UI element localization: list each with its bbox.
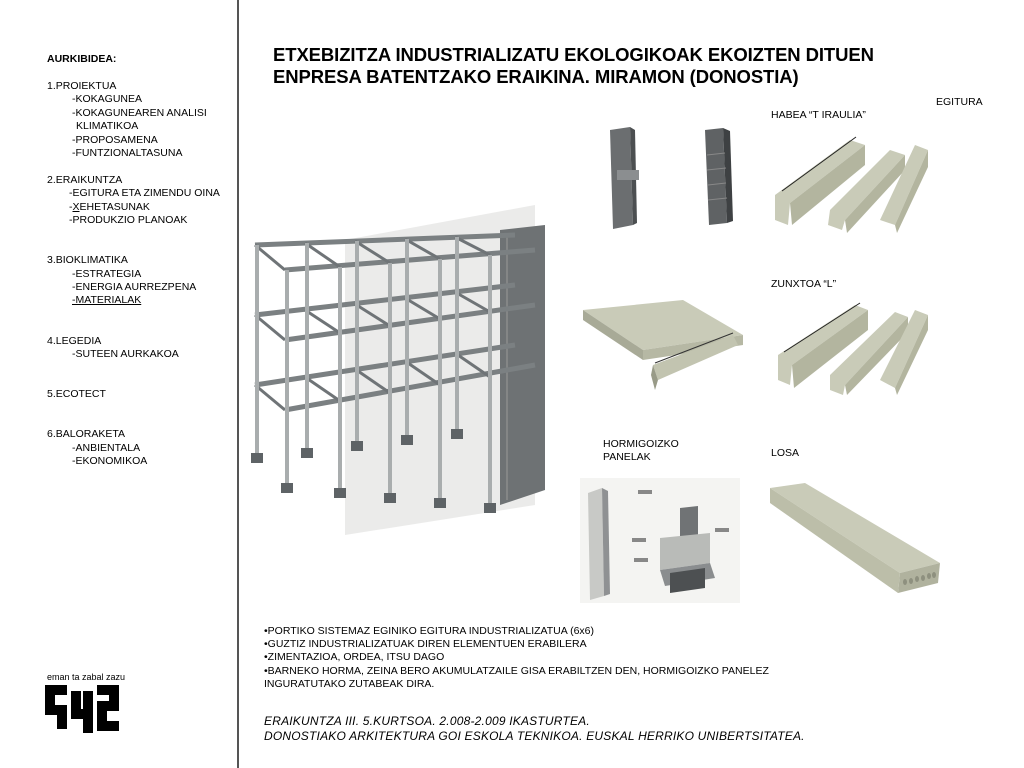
toc-item[interactable]: -KOKAGUNEAREN ANALISI bbox=[72, 106, 207, 119]
column-elements-image bbox=[595, 125, 745, 230]
footer-line-2: DONOSTIAKO ARKITEKTURA GOI ESKOLA TEKNIKOA. EUSKAL HERRIKO UNIBERTSITATEA. bbox=[264, 729, 805, 743]
toc-section-bioklimatika[interactable]: 3.BIOKLIMATIKA bbox=[47, 254, 128, 267]
toc-section-ecotect[interactable]: 5.ECOTECT bbox=[47, 388, 106, 401]
toc-item[interactable]: -ESTRATEGIA bbox=[72, 267, 142, 280]
toc-section-eraikuntza[interactable]: 2.ERAIKUNTZA bbox=[47, 173, 123, 186]
logo-motto: eman ta zabal zazu bbox=[47, 672, 126, 682]
toc-section-proiektua[interactable]: 1.PROIEKTUA bbox=[47, 80, 117, 92]
bullet-item: •GUZTIZ INDUSTRIALIZATUAK DIREN ELEMENTUEN ERABILERA bbox=[264, 638, 587, 651]
toc-item[interactable]: -EKONOMIKOA bbox=[72, 455, 148, 468]
sidebar bbox=[0, 0, 238, 768]
toc-item[interactable]: -PROPOSAMENA bbox=[72, 133, 158, 146]
toc-item[interactable]: -ANBIENTALA bbox=[72, 441, 141, 454]
toc-item[interactable]: -EGITURA ETA ZIMENDU OINA bbox=[69, 187, 220, 200]
label-hormigoizko-panelak bbox=[603, 438, 679, 464]
toc-section-baloraketa[interactable]: 6.BALORAKETA bbox=[47, 428, 126, 441]
title-line-2: ENPRESA BATENTZAKO ERAIKINA. MIRAMON (DONOSTIA) bbox=[273, 66, 799, 87]
toc-item[interactable]: -PRODUKZIO PLANOAK bbox=[69, 214, 188, 227]
footer-line-1: ERAIKUNTZA III. 5.KURTSOA. 2.008-2.009 IKASTURTEA. bbox=[264, 714, 590, 728]
label-egitura: EGITURA bbox=[936, 96, 983, 108]
toc-item-current[interactable]: -XEHETASUNAK bbox=[69, 200, 150, 213]
slab-joint-image bbox=[583, 295, 743, 390]
footer bbox=[264, 714, 805, 744]
l-beam-image bbox=[770, 300, 930, 395]
description-bullets bbox=[264, 625, 864, 691]
label-habea: HABEA “T IRAULIA” bbox=[771, 109, 866, 121]
toc-item[interactable]: KLIMATIKOA bbox=[76, 120, 139, 133]
toc-item[interactable]: -KOKAGUNEA bbox=[72, 93, 143, 106]
toc-section-legedia[interactable]: 4.LEGEDIA bbox=[47, 334, 102, 347]
title-line-1: ETXEBIZITZA INDUSTRIALIZATU EKOLOGIKOAK EKOIZTEN DITUEN bbox=[273, 44, 874, 65]
toc-item[interactable]: -FUNTZIONALTASUNA bbox=[72, 147, 183, 160]
concrete-panel-image bbox=[580, 478, 740, 603]
bullet-item: •ZIMENTAZIOA, ORDEA, ITSU DAGO bbox=[264, 651, 445, 664]
bullet-item: •BARNEKO HORMA, ZEINA BERO AKUMULATZAILE GISA ERABILTZEN DEN, HORMIGOIZKO PANELEZ bbox=[264, 664, 769, 677]
label-line: HORMIGOIZKO bbox=[603, 438, 679, 450]
hollow-core-slab-image bbox=[770, 478, 940, 598]
bullet-item: INGURATUTAKO ZUTABEAK DIRA. bbox=[264, 677, 435, 690]
structure-frame-image bbox=[245, 205, 545, 535]
toc-item[interactable]: -SUTEEN AURKAKOA bbox=[72, 348, 179, 361]
label-zunxtoa: ZUNXTOA “L” bbox=[771, 278, 837, 290]
university-logo bbox=[45, 685, 119, 737]
table-of-contents bbox=[47, 80, 220, 469]
inverted-t-beam-image bbox=[770, 125, 930, 235]
label-losa: LOSA bbox=[771, 447, 800, 459]
toc-title: AURKIBIDEA: bbox=[47, 53, 117, 65]
toc-item[interactable]: -ENERGIA AURREZPENA bbox=[72, 281, 197, 294]
toc-item-current[interactable]: -MATERIALAK bbox=[72, 294, 142, 307]
bullet-item: •PORTIKO SISTEMAZ EGINIKO EGITURA INDUSTRIALIZATUA (6x6) bbox=[264, 625, 595, 637]
sidebar-divider bbox=[237, 0, 239, 768]
label-line: PANELAK bbox=[603, 451, 651, 463]
page-title bbox=[273, 44, 993, 88]
